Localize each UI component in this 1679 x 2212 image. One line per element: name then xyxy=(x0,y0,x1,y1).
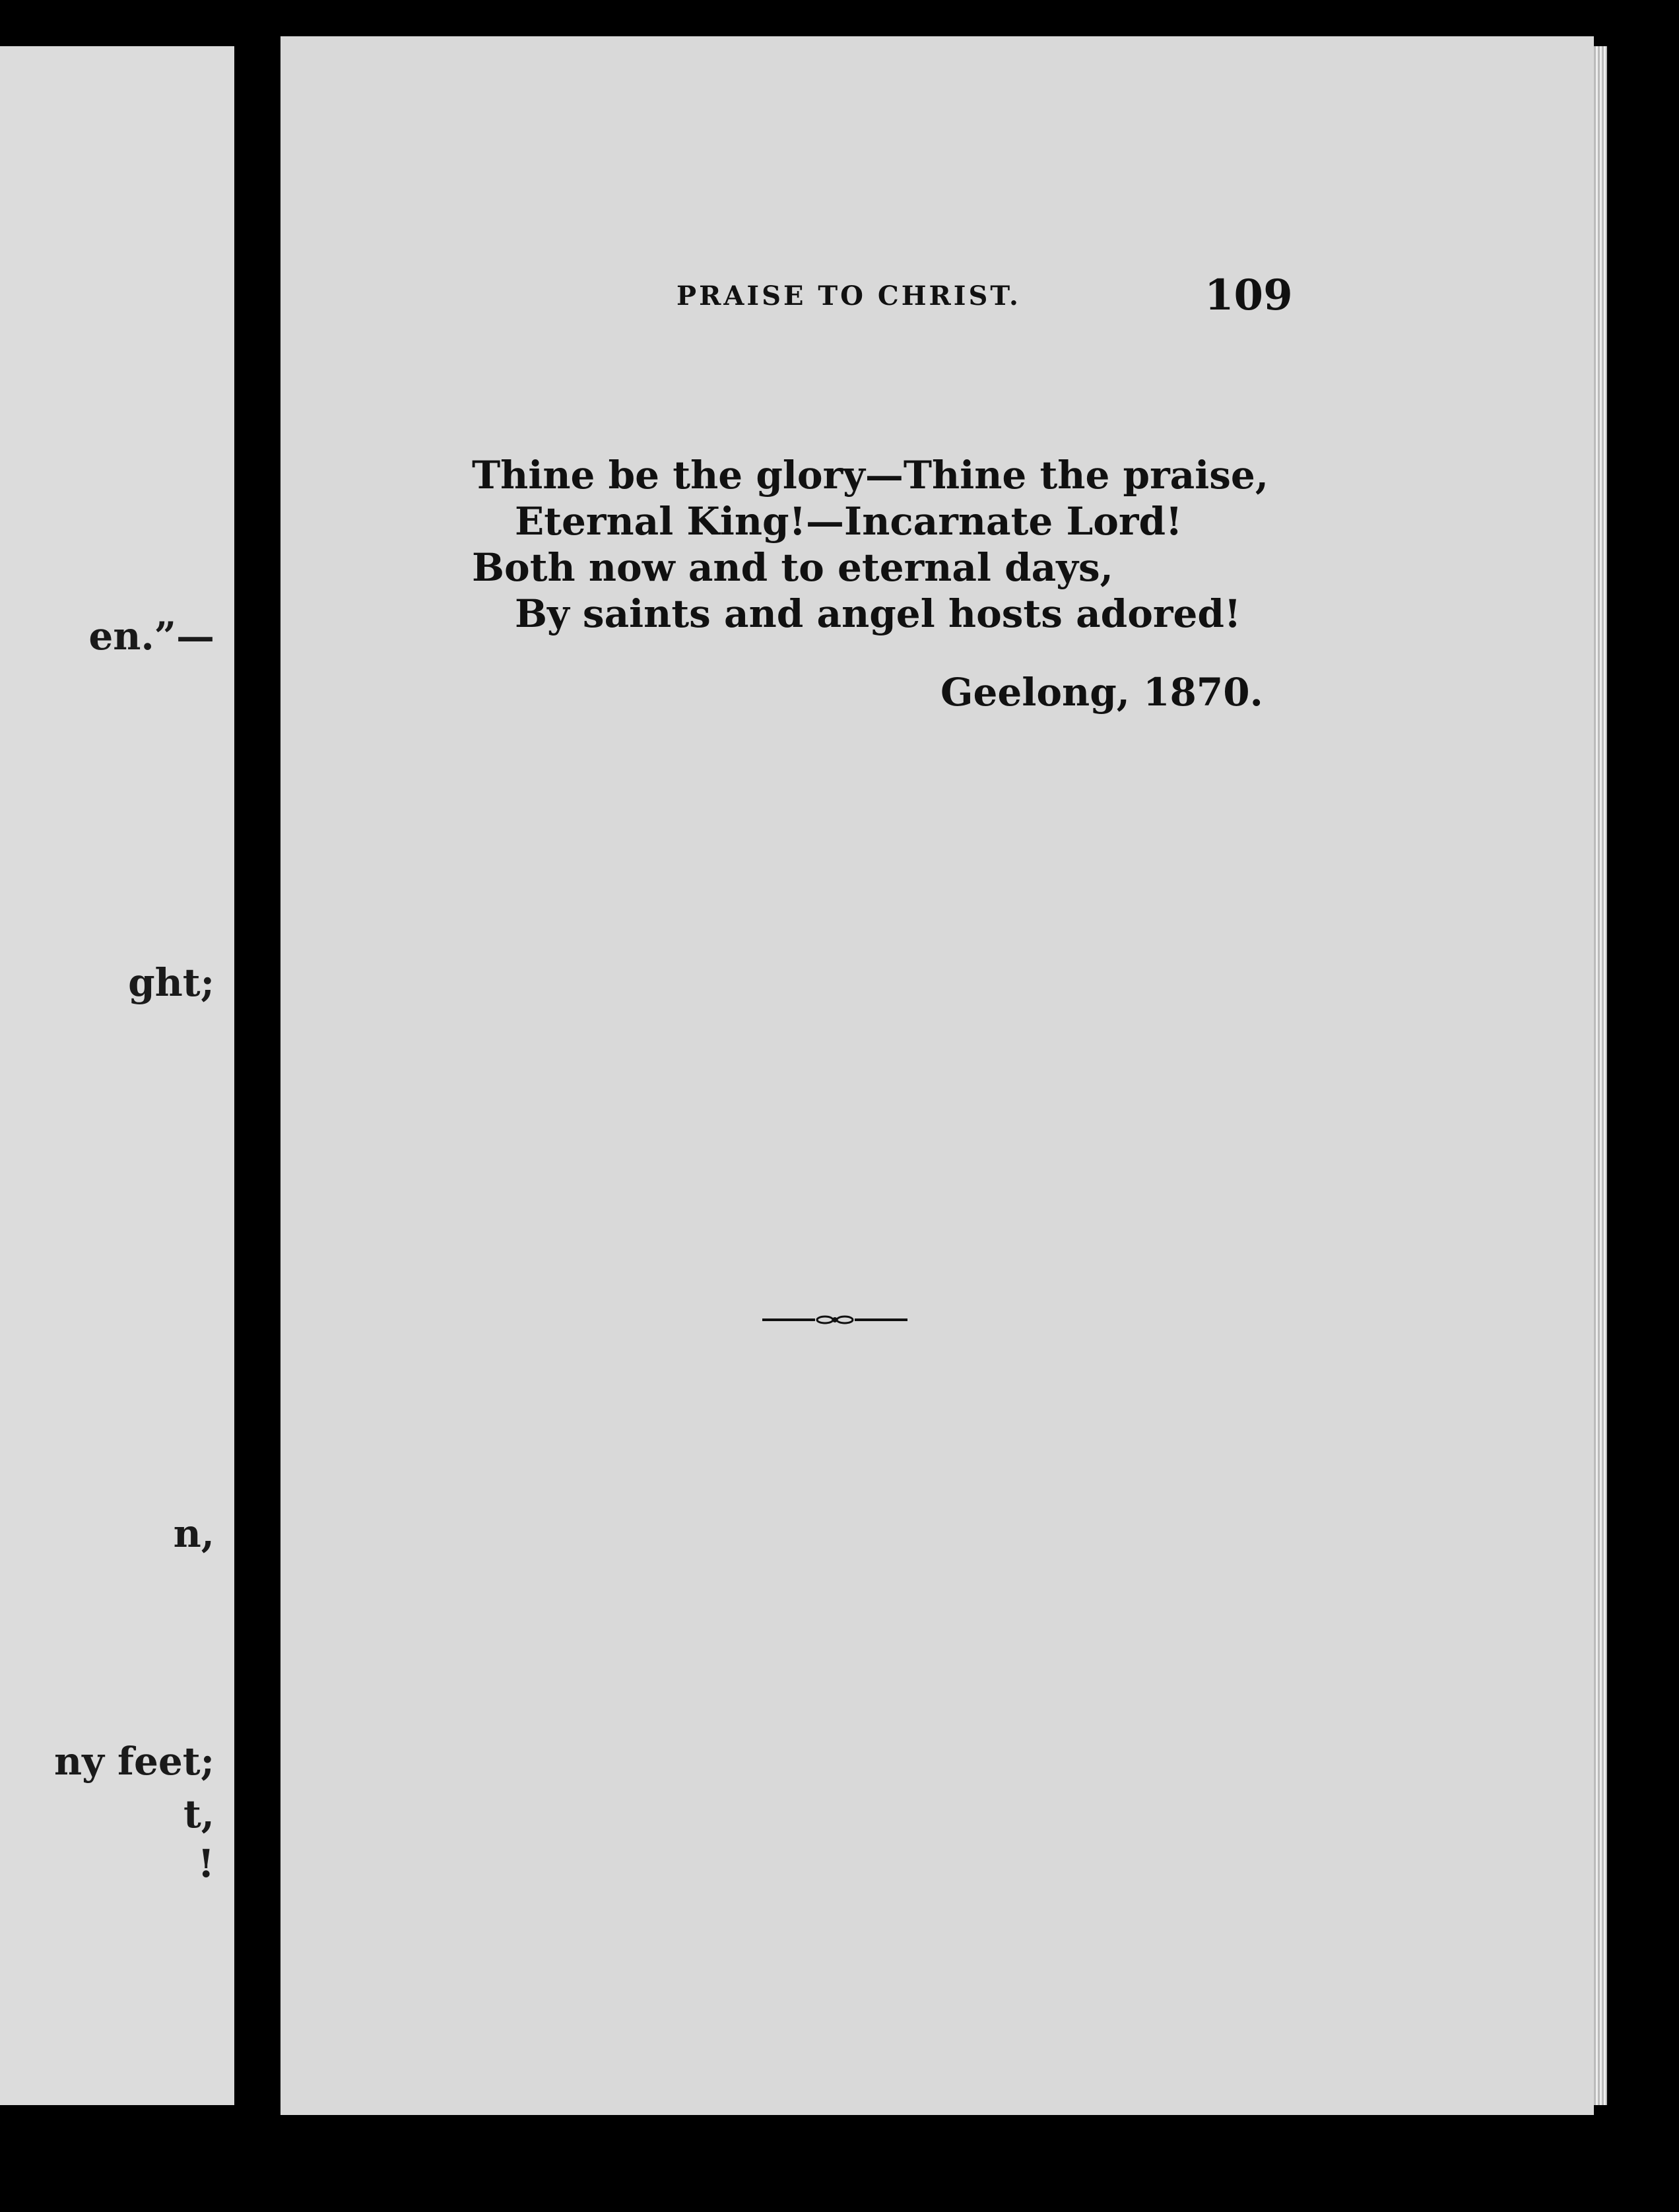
section-ornament-icon xyxy=(762,1313,907,1326)
poem-line: By saints and angel hosts adored! xyxy=(515,591,1241,636)
left-page-fragment: ! xyxy=(197,1841,214,1886)
left-page-fragment: en.”— xyxy=(88,614,214,659)
poem-signoff: Geelong, 1870. xyxy=(940,670,1263,715)
poem-line: Both now and to eternal days, xyxy=(472,545,1113,590)
page-edge-stack xyxy=(1594,46,1607,2105)
right-page xyxy=(280,36,1594,2115)
left-page-fragment: ny feet; xyxy=(53,1739,214,1784)
left-page-fragment: ght; xyxy=(128,960,214,1005)
book-gutter xyxy=(234,33,280,2145)
poem-line: Eternal King!—Incarnate Lord! xyxy=(515,499,1183,544)
left-page-fragment: t, xyxy=(183,1792,214,1837)
poem-stanza xyxy=(472,452,1268,637)
left-page xyxy=(0,46,234,2105)
running-head: PRAISE TO CHRIST. xyxy=(676,280,1021,311)
page-number: 109 xyxy=(1204,271,1293,320)
left-page-fragment: n, xyxy=(173,1511,214,1556)
poem-line: Thine be the glory—Thine the praise, xyxy=(472,453,1269,498)
